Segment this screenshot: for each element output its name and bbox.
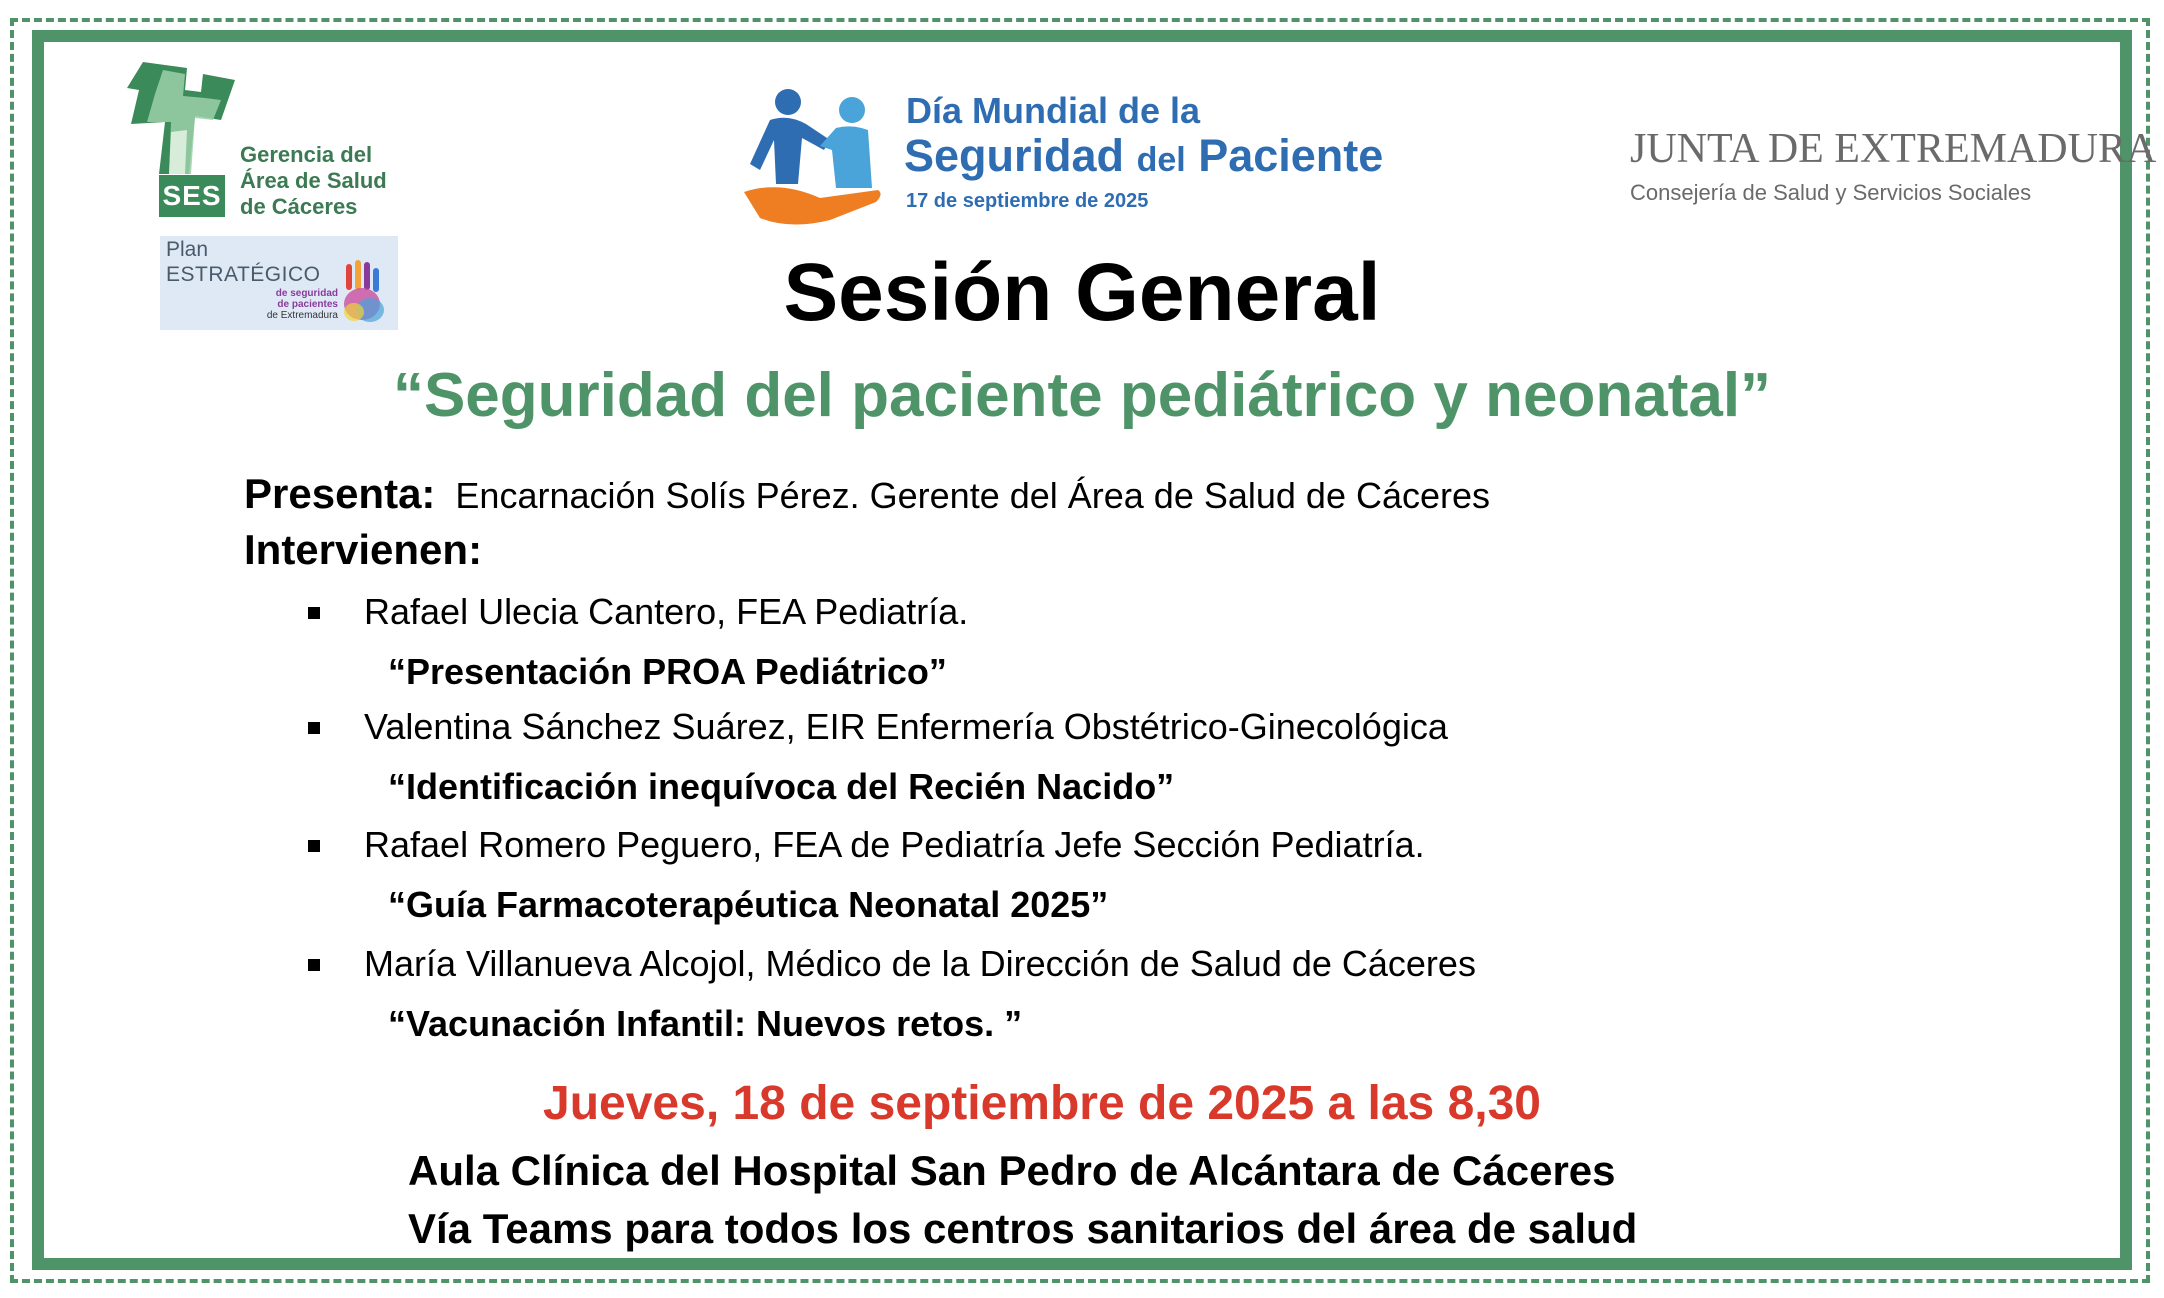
bullet-icon bbox=[308, 959, 320, 971]
junta-name: JUNTA DE EXTREMADURA bbox=[1630, 126, 2157, 172]
speakers-heading: Intervienen: bbox=[244, 526, 483, 573]
presenter-line bbox=[244, 470, 1490, 528]
ses-org-name bbox=[240, 142, 387, 220]
presenter-label: Presenta: bbox=[244, 470, 436, 517]
speaker-talk: “Guía Farmacoterapéutica Neonatal 2025” bbox=[388, 884, 1109, 925]
session-location: Aula Clínica del Hospital San Pedro de Alcántara de Cáceres bbox=[408, 1147, 1616, 1194]
speaker-name: Rafael Romero Peguero, FEA de Pediatría Jefe Sección Pediatría. bbox=[364, 824, 1425, 865]
dia-line-2a: Seguridad bbox=[904, 130, 1125, 181]
ses-badge: SES bbox=[159, 175, 225, 217]
speaker-name: Rafael Ulecia Cantero, FEA Pediatría. bbox=[364, 591, 969, 632]
speaker-name: Valentina Sánchez Suárez, EIR Enfermería Obstétrico-Ginecológica bbox=[364, 706, 1448, 747]
page-title: Sesión General bbox=[783, 247, 1381, 338]
session-online: Vía Teams para todos los centros sanitarios del área de salud bbox=[408, 1205, 1638, 1252]
plan-title: Plan bbox=[166, 238, 209, 261]
bullet-icon bbox=[308, 840, 320, 852]
presenter-value: Encarnación Solís Pérez. Gerente del Área de Salud de Cáceres bbox=[455, 475, 1491, 516]
patient-safety-figures-icon bbox=[740, 80, 900, 230]
dia-line-2c: Paciente bbox=[1198, 130, 1384, 181]
ses-line-1: Gerencia del bbox=[240, 142, 373, 167]
junta-subtitle: Consejería de Salud y Servicios Sociales bbox=[1630, 180, 2032, 205]
dia-mundial-logo bbox=[740, 80, 1400, 230]
session-date: Jueves, 18 de septiembre de 2025 a las 8,30 bbox=[543, 1077, 1541, 1130]
speaker-talk: “Identificación inequívoca del Recién Nacido” bbox=[388, 766, 1175, 807]
plan-small-line-1: de seguridad bbox=[275, 288, 338, 299]
plan-small-line-3: de Extremadura bbox=[266, 310, 338, 321]
dia-date: 17 de septiembre de 2025 bbox=[906, 190, 1149, 212]
bullet-icon bbox=[308, 722, 320, 734]
ses-line-3: de Cáceres bbox=[240, 194, 358, 219]
ses-logo bbox=[125, 62, 435, 222]
plan-subtitle: ESTRATÉGICO bbox=[166, 263, 321, 286]
speaker-talk: “Presentación PROA Pediátrico” bbox=[388, 651, 947, 692]
ses-line-2: Área de Salud bbox=[240, 168, 387, 193]
dia-line-2 bbox=[904, 130, 1383, 182]
plan-small-line-2: de pacientes bbox=[277, 299, 338, 310]
bullet-icon bbox=[308, 607, 320, 619]
page-subtitle: “Seguridad del paciente pediátrico y neonatal” bbox=[392, 361, 1772, 430]
junta-extremadura-logo bbox=[1630, 126, 2157, 218]
dia-line-1: Día Mundial de la bbox=[906, 90, 1201, 131]
speaker-name: María Villanueva Alcojol, Médico de la Dirección de Salud de Cáceres bbox=[364, 943, 1476, 984]
speaker-talk: “Vacunación Infantil: Nuevos retos. ” bbox=[388, 1003, 1023, 1044]
dia-line-2b: del bbox=[1136, 141, 1186, 179]
